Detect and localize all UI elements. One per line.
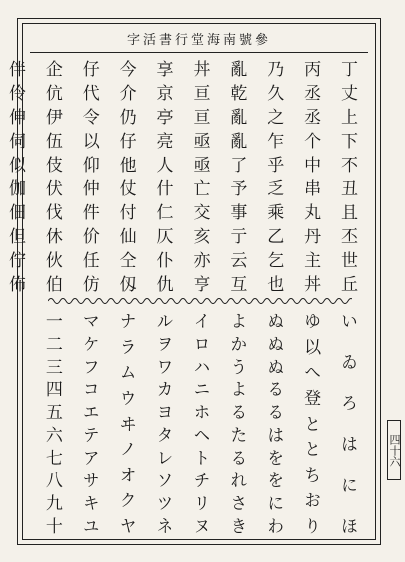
glyph: る <box>226 448 247 466</box>
glyph: 了 <box>226 155 247 173</box>
glyph: 二 <box>41 334 62 352</box>
glyph: カ <box>152 380 173 398</box>
glyph: ヘ <box>189 425 210 443</box>
glyph: 付 <box>115 203 136 221</box>
glyph: 丸 <box>300 203 321 221</box>
glyph: マ <box>78 312 99 329</box>
glyph: 丼 <box>300 274 321 292</box>
numeral-column <box>33 312 70 534</box>
glyph: ヌ <box>189 516 210 534</box>
glyph: 什 <box>152 179 173 197</box>
glyph: ハ <box>189 357 210 375</box>
glyph: 介 <box>115 83 136 101</box>
glyph: イ <box>189 312 210 329</box>
glyph: 中 <box>300 155 321 173</box>
kana-column <box>328 312 365 534</box>
glyph: 亨 <box>189 274 210 292</box>
glyph: に <box>337 476 357 493</box>
glyph: 丑 <box>337 179 357 197</box>
kanji-column <box>107 60 144 292</box>
glyph: き <box>226 516 247 534</box>
glyph: 仇 <box>152 274 173 292</box>
glyph: 上 <box>337 107 357 125</box>
glyph: は <box>263 425 284 443</box>
glyph: タ <box>152 425 173 443</box>
glyph: 亟 <box>189 131 210 149</box>
glyph: テ <box>78 425 99 443</box>
glyph: 且 <box>337 203 357 221</box>
glyph: 伉 <box>41 83 62 101</box>
kana-column <box>254 312 291 534</box>
glyph: 四 <box>41 380 62 398</box>
glyph: レ <box>152 448 173 466</box>
glyph: ナ <box>115 312 136 329</box>
glyph: ち <box>300 465 321 483</box>
glyph: ぬ <box>263 312 284 329</box>
glyph: 三 <box>41 357 62 375</box>
glyph: ノ <box>115 440 136 458</box>
glyph: 伊 <box>41 107 62 125</box>
glyph: 亭 <box>152 107 173 125</box>
glyph: 丼 <box>189 60 210 77</box>
glyph: キ <box>78 494 99 512</box>
glyph: 丘 <box>337 274 357 292</box>
glyph: 仄 <box>152 227 173 245</box>
glyph: 但 <box>4 227 25 245</box>
glyph: り <box>300 517 321 534</box>
glyph: 云 <box>226 251 247 268</box>
glyph: 亥 <box>189 227 210 245</box>
glyph: ヲ <box>152 334 173 352</box>
glyph: 一 <box>41 312 62 329</box>
glyph: 个 <box>300 131 321 149</box>
glyph: 仰 <box>78 155 99 173</box>
glyph: ウ <box>115 388 136 406</box>
wavy-divider <box>48 296 352 306</box>
glyph: 今 <box>115 60 136 77</box>
glyph: 伶 <box>4 83 25 101</box>
glyph: 串 <box>300 179 321 197</box>
glyph: コ <box>78 380 99 398</box>
glyph: 京 <box>152 83 173 101</box>
page-header <box>22 23 376 53</box>
glyph: 仁 <box>152 203 173 221</box>
glyph: ル <box>152 312 173 329</box>
glyph: ぬ <box>263 334 284 352</box>
glyph: ろ <box>337 394 357 411</box>
glyph: 主 <box>300 251 321 268</box>
glyph: よ <box>226 312 247 329</box>
glyph: わ <box>263 516 284 534</box>
kana-column <box>181 312 218 534</box>
glyph: エ <box>78 403 99 421</box>
glyph: 丈 <box>337 83 357 101</box>
glyph: を <box>263 448 284 466</box>
glyph: は <box>337 435 357 452</box>
glyph: た <box>226 425 247 443</box>
kana-column <box>217 312 254 534</box>
glyph: 丹 <box>300 227 321 245</box>
glyph: 亟 <box>189 155 210 173</box>
glyph: ホ <box>189 403 210 421</box>
glyph: 亦 <box>189 251 210 268</box>
glyph: 亘 <box>189 107 210 125</box>
kana-column <box>107 312 144 534</box>
kanji-column <box>291 60 328 292</box>
kanji-column <box>70 60 107 292</box>
glyph: 伙 <box>41 251 62 268</box>
glyph: に <box>263 494 284 512</box>
glyph: 乏 <box>263 179 284 197</box>
glyph: 似 <box>4 155 25 173</box>
glyph: オ <box>115 465 136 483</box>
glyph: 亂 <box>226 107 247 125</box>
glyph: ヰ <box>115 414 136 432</box>
glyph: 八 <box>41 471 62 489</box>
glyph: 伍 <box>41 131 62 149</box>
kanji-column <box>328 60 365 292</box>
glyph: へ <box>300 363 321 381</box>
kanji-column <box>144 60 181 292</box>
glyph: 五 <box>41 403 62 421</box>
glyph: 仗 <box>115 179 136 197</box>
glyph: 仝 <box>115 251 136 268</box>
glyph: 仿 <box>78 274 99 292</box>
glyph: 伺 <box>4 131 25 149</box>
glyph: 予 <box>226 179 247 197</box>
kanji-column <box>0 60 33 292</box>
glyph: 亮 <box>152 131 173 149</box>
glyph: れ <box>226 471 247 489</box>
glyph: 他 <box>115 155 136 173</box>
glyph: 人 <box>152 155 173 173</box>
glyph: 价 <box>78 227 99 245</box>
glyph: ト <box>189 448 210 466</box>
glyph: 乾 <box>226 83 247 101</box>
glyph: 亍 <box>226 227 247 245</box>
glyph: リ <box>189 494 210 512</box>
glyph: 互 <box>226 274 247 292</box>
glyph: フ <box>78 357 99 375</box>
glyph: 乞 <box>263 251 284 268</box>
glyph: 仔 <box>78 60 99 77</box>
kana-numeral-grid <box>33 312 365 534</box>
glyph: 丁 <box>337 60 357 77</box>
glyph: 七 <box>41 448 62 466</box>
glyph: 佇 <box>4 251 25 268</box>
glyph: 伏 <box>41 179 62 197</box>
glyph: 令 <box>78 107 99 125</box>
glyph: 丙 <box>300 60 321 77</box>
glyph: ぬ <box>263 357 284 375</box>
glyph: 休 <box>41 227 62 245</box>
kana-column <box>70 312 107 534</box>
glyph: ソ <box>152 471 173 489</box>
glyph: 乘 <box>263 203 284 221</box>
kana-column <box>291 312 328 534</box>
glyph: 登 <box>300 388 321 406</box>
glyph: 仲 <box>78 179 99 197</box>
glyph: 十 <box>41 516 62 534</box>
glyph: 丕 <box>337 227 357 245</box>
glyph: ヨ <box>152 403 173 421</box>
glyph: 代 <box>78 83 99 101</box>
glyph: 乙 <box>263 227 284 245</box>
glyph: 九 <box>41 494 62 512</box>
glyph: 亂 <box>226 131 247 149</box>
glyph: 之 <box>263 107 284 125</box>
glyph: 伐 <box>41 203 62 221</box>
page-title: 參號南海堂行書活字 <box>126 32 271 48</box>
glyph: ケ <box>78 334 99 352</box>
header-rule <box>30 52 368 53</box>
glyph: 仆 <box>152 251 173 268</box>
glyph: 乃 <box>263 60 284 77</box>
glyph: る <box>226 403 247 421</box>
glyph: お <box>300 491 321 509</box>
kanji-column <box>254 60 291 292</box>
glyph: 不 <box>337 155 357 173</box>
glyph: ロ <box>189 334 210 352</box>
kanji-column <box>217 60 254 292</box>
glyph: 六 <box>41 425 62 443</box>
glyph: 仍 <box>115 107 136 125</box>
glyph: ア <box>78 448 99 466</box>
kana-column <box>144 312 181 534</box>
glyph: 佃 <box>4 203 25 221</box>
glyph: か <box>226 334 247 352</box>
kanji-column <box>33 60 70 292</box>
glyph: ほ <box>337 517 357 534</box>
glyph: 享 <box>152 60 173 77</box>
kanji-column <box>181 60 218 292</box>
glyph: さ <box>226 494 247 512</box>
glyph: 下 <box>337 131 357 149</box>
glyph: ゐ <box>337 353 357 370</box>
kanji-grid <box>4 60 365 292</box>
glyph: る <box>263 403 284 421</box>
glyph: 丞 <box>300 107 321 125</box>
glyph: 以 <box>300 337 321 355</box>
glyph: 交 <box>189 203 210 221</box>
glyph: 丞 <box>300 83 321 101</box>
glyph: 亘 <box>189 83 210 101</box>
glyph: サ <box>78 471 99 489</box>
glyph: 事 <box>226 203 247 221</box>
glyph: 伴 <box>4 60 25 77</box>
glyph: 也 <box>263 274 284 292</box>
glyph: 伽 <box>4 179 25 197</box>
glyph: ヤ <box>115 517 136 534</box>
glyph: 乎 <box>263 155 284 173</box>
glyph: 伯 <box>41 274 62 292</box>
glyph: ワ <box>152 357 173 375</box>
glyph: ネ <box>152 516 173 534</box>
glyph: 仔 <box>115 131 136 149</box>
glyph: ニ <box>189 380 210 398</box>
glyph: ユ <box>78 516 99 534</box>
glyph: 以 <box>78 131 99 149</box>
glyph: チ <box>189 471 210 489</box>
glyph: 仙 <box>115 227 136 245</box>
glyph: 仭 <box>115 274 136 292</box>
glyph: る <box>263 380 284 398</box>
glyph: 佈 <box>4 274 25 292</box>
glyph: う <box>226 357 247 375</box>
glyph: い <box>337 312 357 329</box>
glyph: 世 <box>337 251 357 268</box>
glyph: を <box>263 471 284 489</box>
page-number: 四十六 <box>387 420 401 480</box>
glyph: 亡 <box>189 179 210 197</box>
glyph: 企 <box>41 60 62 77</box>
glyph: 伎 <box>41 155 62 173</box>
glyph: 件 <box>78 203 99 221</box>
glyph: よ <box>226 380 247 398</box>
glyph: ゆ <box>300 312 321 329</box>
glyph: 任 <box>78 251 99 268</box>
glyph: ム <box>115 363 136 381</box>
glyph: と <box>300 414 321 432</box>
glyph: ラ <box>115 337 136 355</box>
glyph: ク <box>115 491 136 509</box>
glyph: と <box>300 440 321 458</box>
glyph: 久 <box>263 83 284 101</box>
glyph: 乍 <box>263 131 284 149</box>
glyph: ツ <box>152 494 173 512</box>
glyph: 伸 <box>4 107 25 125</box>
glyph: 亂 <box>226 60 247 77</box>
